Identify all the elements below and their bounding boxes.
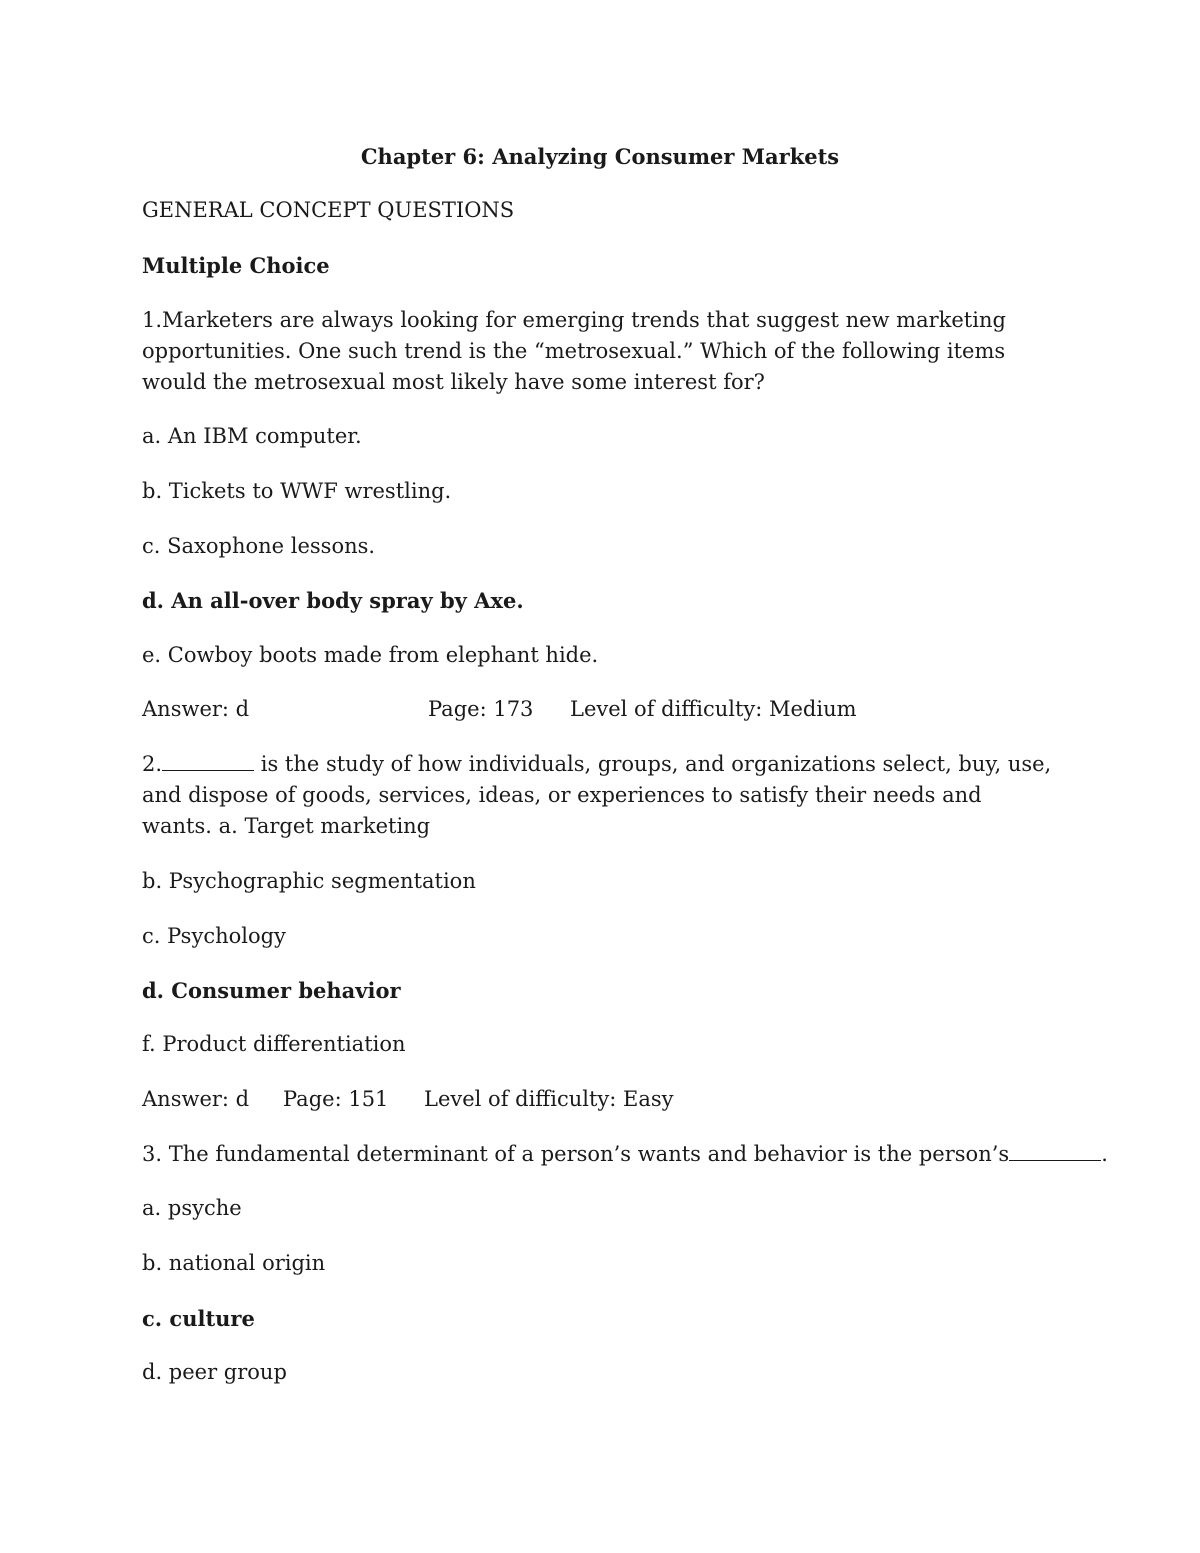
question-3-text (142, 1139, 1108, 1170)
question-2-text (142, 749, 1052, 842)
q1-option-b: b. Tickets to WWF wrestling. (142, 479, 452, 503)
question-1-body: Marketers are always looking for emerging trends that suggest new marketing opportunities. One such trend is the “metrosexual.” Which of the following items would the metrosexual most likely have some interest for? (142, 308, 1006, 394)
question-3-end: . (1101, 1142, 1108, 1166)
q1-page: Page: 173 (428, 697, 534, 721)
q2-answer-line (142, 1084, 1142, 1115)
q2-blank (162, 751, 254, 771)
q2-option-f: f. Product differentiation (142, 1032, 406, 1056)
subsection-heading: Multiple Choice (142, 253, 330, 278)
question-3-body: 3. The fundamental determinant of a person’s wants and behavior is the person’s (142, 1142, 1010, 1166)
q3-option-b: b. national origin (142, 1251, 326, 1275)
q2-answer: Answer: d (142, 1087, 250, 1111)
question-2-body: is the study of how individuals, groups, and organizations select, buy, use, and dispose of goods, services, ideas, or experiences to satisfy their needs and wants. a. Target marketing (142, 752, 1052, 838)
question-2-number: 2. (142, 752, 163, 776)
q1-difficulty: Level of difficulty: Medium (570, 697, 857, 721)
q2-option-d-correct: d. Consumer behavior (142, 978, 401, 1003)
q1-option-d-correct: d. An all-over body spray by Axe. (142, 588, 524, 613)
question-1-number: 1. (142, 308, 163, 332)
q3-option-c-correct: c. culture (142, 1306, 255, 1331)
q1-option-c: c. Saxophone lessons. (142, 534, 376, 558)
q2-difficulty: Level of difficulty: Easy (424, 1087, 674, 1111)
q3-option-d: d. peer group (142, 1360, 287, 1384)
q2-option-c: c. Psychology (142, 924, 286, 948)
q3-blank (1009, 1141, 1101, 1161)
q1-option-e: e. Cowboy boots made from elephant hide. (142, 643, 599, 667)
section-heading: GENERAL CONCEPT QUESTIONS (142, 198, 515, 222)
q3-option-a: a. psyche (142, 1196, 242, 1220)
question-1-text (142, 305, 1052, 398)
chapter-title: Chapter 6: Analyzing Consumer Markets (360, 144, 840, 169)
q1-answer-line (142, 694, 1142, 725)
q2-page: Page: 151 (283, 1087, 389, 1111)
q2-option-b: b. Psychographic segmentation (142, 869, 476, 893)
q1-option-a: a. An IBM computer. (142, 424, 362, 448)
q1-answer: Answer: d (142, 697, 250, 721)
